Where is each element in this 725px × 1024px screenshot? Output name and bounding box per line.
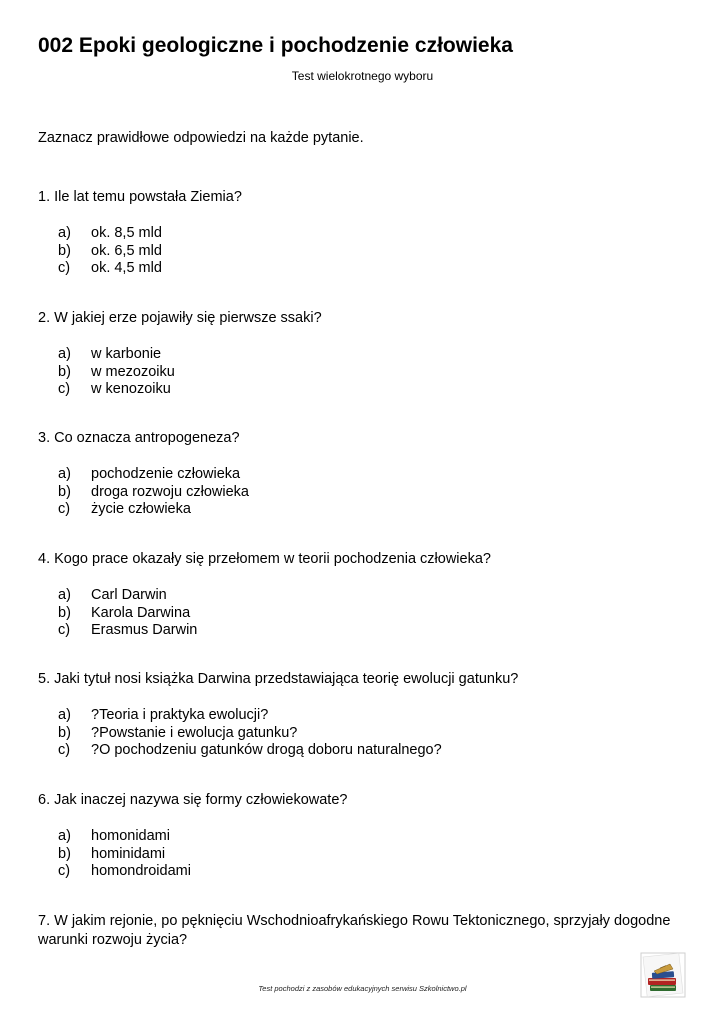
answer-option[interactable] <box>38 346 688 364</box>
option-text: Karola Darwina <box>91 604 191 621</box>
option-text: w karbonie <box>91 346 162 362</box>
option-text: pochodzenie człowieka <box>91 466 241 482</box>
question-text: 5. Jaki tytuł nosi książka Darwina przedstawiająca teorię ewolucji gatunku? <box>38 671 519 687</box>
answer-options <box>38 346 688 399</box>
answer-options <box>38 466 688 519</box>
option-letter: c) <box>58 501 71 517</box>
option-text: ?O pochodzeniu gatunków drogą doboru naturalnego? <box>91 742 442 758</box>
option-letter: c) <box>58 742 71 758</box>
books-logo-icon <box>640 952 686 998</box>
answer-options <box>38 225 688 278</box>
option-letter: a) <box>58 346 71 362</box>
instruction-text: Zaznacz prawidłowe odpowiedzi na każde pytanie. <box>38 130 364 146</box>
option-letter: c) <box>58 622 71 638</box>
question-2 <box>38 309 688 399</box>
option-letter: c) <box>58 863 71 879</box>
option-letter: a) <box>58 587 71 603</box>
answer-option[interactable] <box>38 622 688 640</box>
question-3 <box>38 429 688 519</box>
answer-option[interactable] <box>38 742 688 760</box>
question-text: 4. Kogo prace okazały się przełomem w teorii pochodzenia człowieka? <box>38 551 491 567</box>
option-text: Carl Darwin <box>91 587 167 603</box>
option-text: homonidami <box>91 828 170 844</box>
answer-option[interactable] <box>38 707 688 725</box>
question-5 <box>38 670 688 760</box>
question-text: 3. Co oznacza antropogeneza? <box>38 430 240 446</box>
option-letter: c) <box>58 381 71 397</box>
question-7 <box>38 912 688 950</box>
question-1 <box>38 188 688 278</box>
answer-option[interactable] <box>38 243 688 261</box>
page-subtitle: Test wielokrotnego wyboru <box>291 69 434 83</box>
option-letter: a) <box>58 828 71 844</box>
option-text: ?Powstanie i ewolucja gatunku? <box>91 724 298 741</box>
answer-options <box>38 828 688 881</box>
option-text: życie człowieka <box>91 501 191 517</box>
answer-options <box>38 587 688 640</box>
answer-option[interactable] <box>38 846 688 864</box>
answer-option[interactable] <box>38 466 688 484</box>
option-letter: b) <box>58 242 71 259</box>
option-letter: b) <box>58 724 71 741</box>
answer-option[interactable] <box>38 260 688 278</box>
page-title: 002 Epoki geologiczne i pochodzenie człowieka <box>38 34 513 57</box>
answer-option[interactable] <box>38 484 688 502</box>
answer-option[interactable] <box>38 605 688 623</box>
question-text: 7. W jakim rejonie, po pęknięciu Wschodnioafrykańskiego Rowu Tektonicznego, sprzyjały dogodne warunki rozwoju życia? <box>38 913 671 948</box>
answer-option[interactable] <box>38 863 688 881</box>
option-text: ok. 6,5 mld <box>91 242 162 259</box>
option-letter: b) <box>58 845 71 862</box>
option-text: w mezozoiku <box>91 363 175 380</box>
option-text: w kenozoiku <box>91 381 171 397</box>
option-text: ok. 4,5 mld <box>91 260 162 276</box>
question-text: 6. Jak inaczej nazywa się formy człowiekowate? <box>38 792 348 808</box>
option-letter: a) <box>58 707 71 723</box>
answer-option[interactable] <box>38 225 688 243</box>
option-letter: a) <box>58 225 71 241</box>
option-letter: b) <box>58 483 71 500</box>
answer-option[interactable] <box>38 587 688 605</box>
question-text: 1. Ile lat temu powstała Ziemia? <box>38 189 242 205</box>
option-text: ok. 8,5 mld <box>91 225 162 241</box>
option-text: homondroidami <box>91 863 191 879</box>
answer-option[interactable] <box>38 828 688 846</box>
question-6 <box>38 791 688 881</box>
option-text: ?Teoria i praktyka ewolucji? <box>91 707 269 723</box>
question-4 <box>38 550 688 640</box>
option-letter: b) <box>58 363 71 380</box>
option-text: Erasmus Darwin <box>91 622 198 638</box>
answer-option[interactable] <box>38 501 688 519</box>
question-text: 2. W jakiej erze pojawiły się pierwsze ssaki? <box>38 310 322 326</box>
option-text: hominidami <box>91 845 166 862</box>
option-letter: c) <box>58 260 71 276</box>
option-text: droga rozwoju człowieka <box>91 483 249 500</box>
answer-option[interactable] <box>38 725 688 743</box>
option-letter: b) <box>58 604 71 621</box>
answer-option[interactable] <box>38 381 688 399</box>
answer-options <box>38 707 688 760</box>
option-letter: a) <box>58 466 71 482</box>
footer-credit: Test pochodzi z zasobów edukacyjnych serwisu Szkolnictwo.pl <box>258 984 467 993</box>
answer-option[interactable] <box>38 364 688 382</box>
